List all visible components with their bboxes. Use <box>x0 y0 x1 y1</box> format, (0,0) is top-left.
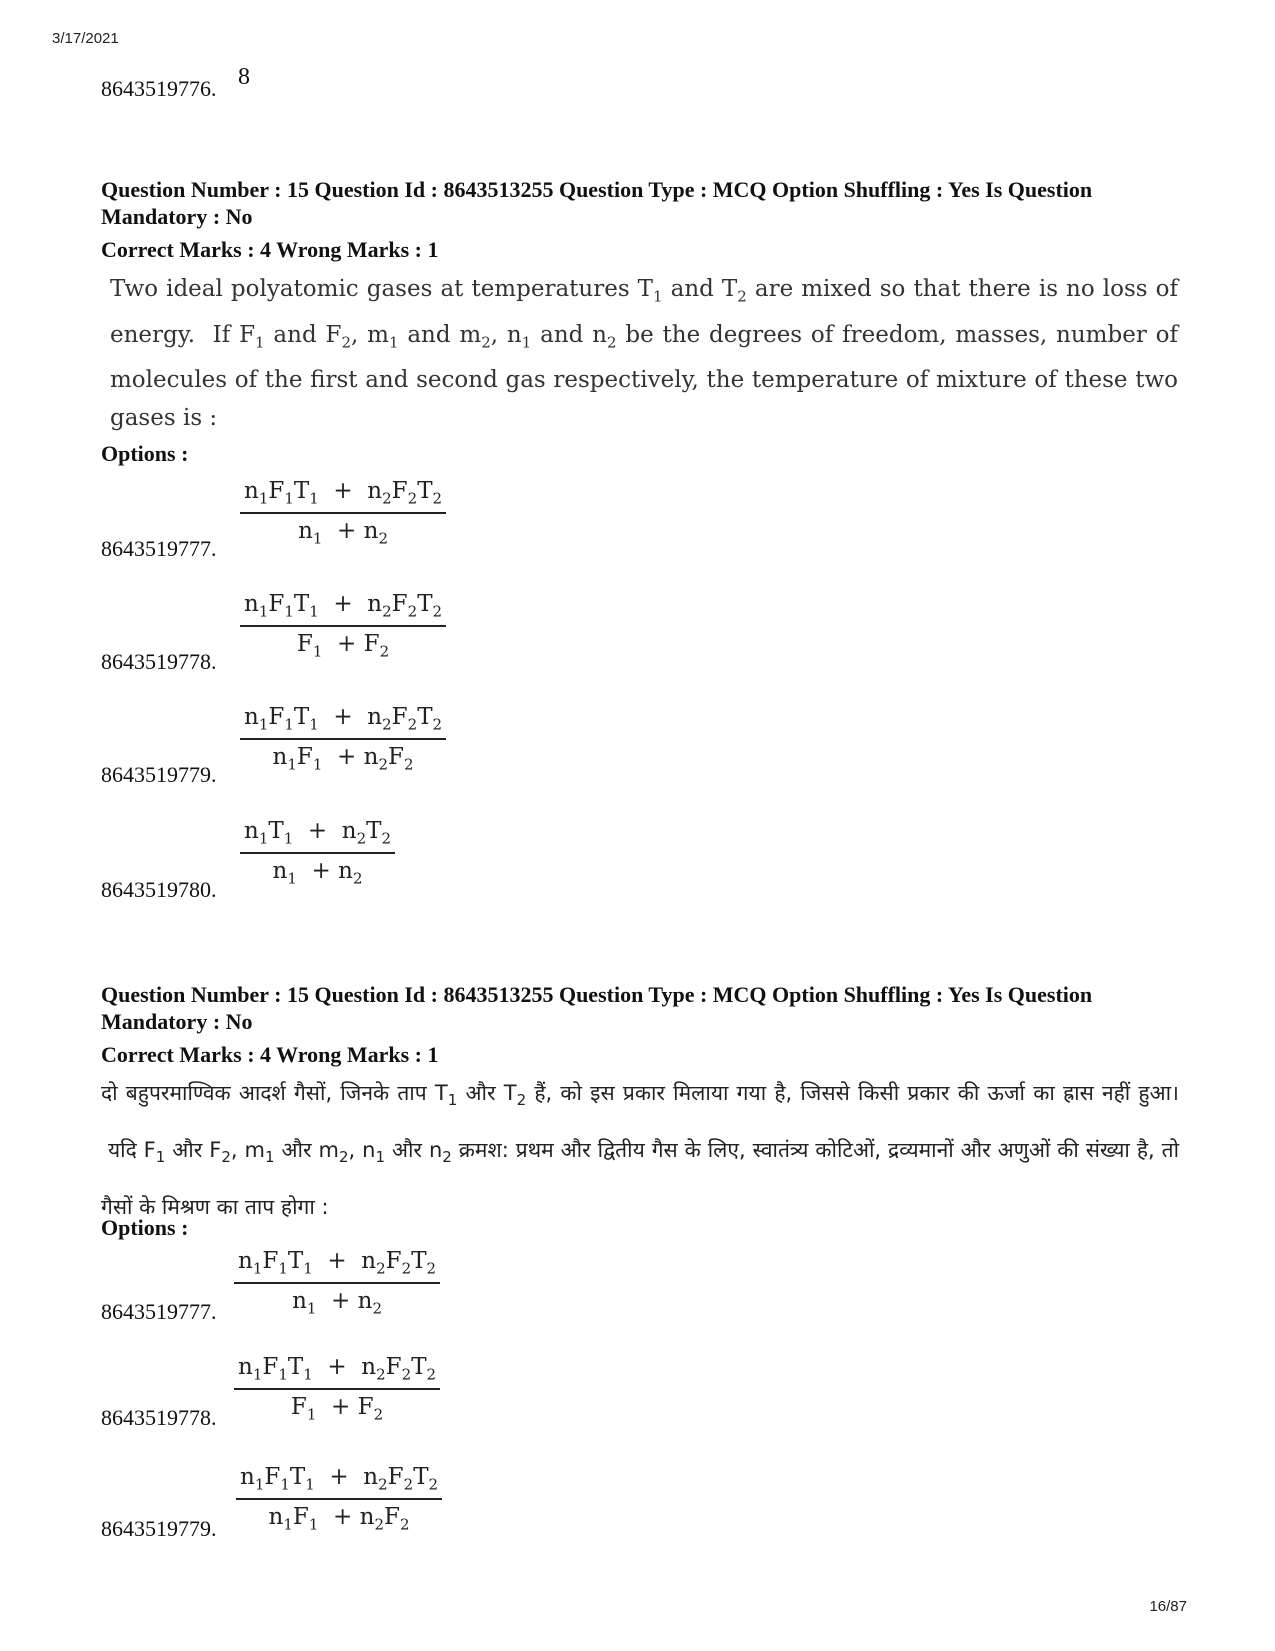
question-text: दो बहुपरमाण्विक आदर्श गैसों, जिनके ताप $T_1$ और $T_2$ हैं, को इस प्रकार मिलाया गया है, जिससे किसी प्रकार की ऊर्जा का ह्रास नहीं हुआ। यदि $F_1$ और $F_2$, $m_1$ और $m_2$, $n_1$ और $n_2$ क्रमश: प्रथम और द्वितीय गैस के लिए, स्वातंत्र्य कोटिओं, द्रव्यमानों और अणुओं की संख्या है, तो गैसों के मिश्रण का ताप होगा : <box>101 1081 1180 1220</box>
question-header: Question Number : 15 Question Id : 8643513255 Question Type : MCQ Option Shuffling : Yes Is Question Mandatory : No <box>101 982 1093 1034</box>
option-formula: $\frac{n_1F_1T_1 + n_2F_2T_2}{n_1 + n_2}$ <box>234 1248 440 1317</box>
question-text: Two ideal polyatomic gases at temperatures $T_1$ and $T_2$ are mixed so that there is no loss of energy. If $F_1$ and $F_2$, $m_1$ and $m_2$, $n_1$ and $n_2$ be the degrees of freedom, masses, number of molecules of the first and second gas respectively, the temperature of mixture of these two gases is : <box>110 276 1178 432</box>
option-id: 8643519779. <box>101 1516 217 1541</box>
option-id: 8643519780. <box>101 877 217 902</box>
option-formula: $\frac{n_1F_1T_1 + n_2F_2T_2}{F_1 + F_2}$ <box>240 591 446 660</box>
option-formula: $\frac{n_1F_1T_1 + n_2F_2T_2}{n_1F_1 + n_2F_2}$ <box>236 1464 442 1533</box>
print-date: 3/17/2021 <box>52 30 119 47</box>
options-label: Options : <box>101 441 189 466</box>
question-marks: Correct Marks : 4 Wrong Marks : 1 <box>101 237 439 262</box>
option-id: 8643519778. <box>101 1405 217 1430</box>
option-formula: $\frac{n_1T_1 + n_2T_2}{n_1 + n_2}$ <box>240 818 395 887</box>
option-formula: $\frac{n_1F_1T_1 + n_2F_2T_2}{n_1F_1 + n_2F_2}$ <box>240 704 446 773</box>
option-formula: $\frac{n_1F_1T_1 + n_2F_2T_2}{n_1 + n_2}$ <box>240 478 446 547</box>
option-id: 8643519777. <box>101 536 217 561</box>
option-id: 8643519777. <box>101 1299 217 1324</box>
option-value: 8 <box>238 64 250 90</box>
page-number: 16/87 <box>1149 1598 1187 1615</box>
option-id: 8643519776. <box>101 76 217 101</box>
option-id: 8643519779. <box>101 762 217 787</box>
question-marks: Correct Marks : 4 Wrong Marks : 1 <box>101 1042 439 1067</box>
option-formula: $\frac{n_1F_1T_1 + n_2F_2T_2}{F_1 + F_2}$ <box>234 1354 440 1423</box>
option-id: 8643519778. <box>101 649 217 674</box>
options-label: Options : <box>101 1215 189 1240</box>
question-header: Question Number : 15 Question Id : 8643513255 Question Type : MCQ Option Shuffling : Yes Is Question Mandatory : No <box>101 177 1093 229</box>
